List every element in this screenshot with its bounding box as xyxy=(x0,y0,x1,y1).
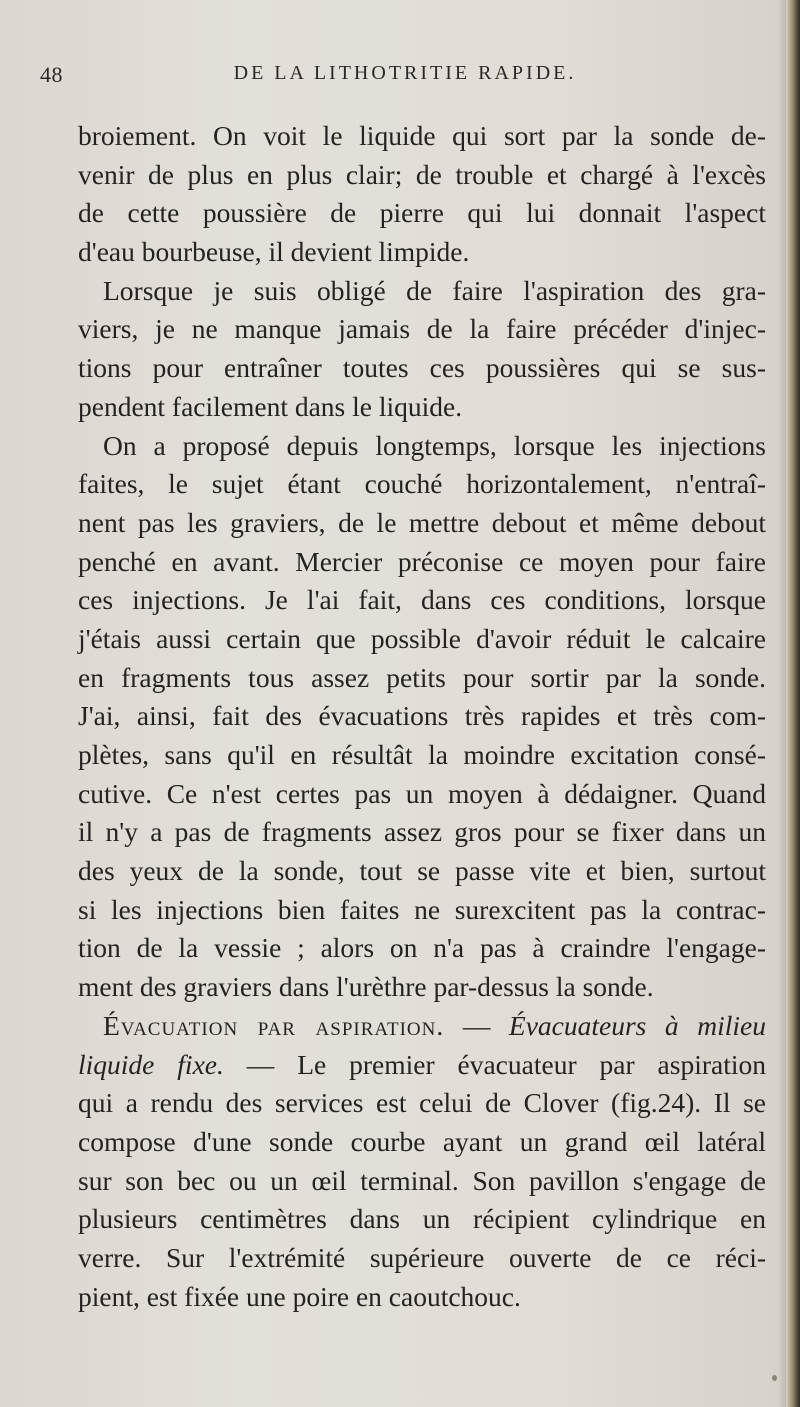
text-line: pient, est fixée une poire en caoutchouc. xyxy=(78,1280,521,1312)
text-line: sur son bec ou un œil terminal. Son pavillon s'engage de xyxy=(78,1164,766,1196)
text-line: qui a rendu des services est celui de Clover (fig.24). Il se xyxy=(78,1087,766,1119)
text-line: viers, je ne manque jamais de la faire précéder d'injec- xyxy=(78,313,766,345)
subheading: Évacuateurs à milieu xyxy=(508,1009,766,1041)
text-line: cutive. Ce n'est certes pas un moyen à dédaigner. Quand xyxy=(78,777,766,809)
text-line: ces injections. Je l'ai fait, dans ces conditions, lorsque xyxy=(78,584,766,616)
ink-speck xyxy=(772,1375,777,1381)
text-line: compose d'une sonde courbe ayant un grand œil latéral xyxy=(78,1125,766,1157)
running-title: DE LA LITHOTRITIE RAPIDE. xyxy=(233,62,577,84)
text-line: faites, le sujet étant couché horizontalement, n'entraî- xyxy=(78,468,766,500)
text-line: pendent facilement dans le liquide. xyxy=(78,390,463,422)
section-heading-line xyxy=(78,1046,766,1085)
text-line: plètes, sans qu'il en résultât la moindre excitation consé- xyxy=(78,739,766,770)
text-line: ment des graviers dans l'urèthre par-dessus la sonde. xyxy=(78,971,654,1003)
text-line: venir de plus en plus clair; de trouble et chargé à l'excès xyxy=(78,158,766,190)
text-line: penché en avant. Mercier préconise ce moyen pour faire xyxy=(78,545,766,577)
text-line: en fragments tous assez petits pour sortir par la sonde. xyxy=(78,661,766,693)
text-line: Lorsque je suis obligé de faire l'aspiration des gra- xyxy=(103,274,766,306)
text-line: si les injections bien faites ne surexcitent pas la contrac- xyxy=(78,893,766,925)
subheading-continued: liquide fixe. xyxy=(78,1048,224,1080)
page-number: 48 xyxy=(40,62,63,87)
text-line: tion de la vessie ; alors on n'a pas à craindre l'engage- xyxy=(78,932,766,964)
text-line: d'eau bourbeuse, il devient limpide. xyxy=(78,236,470,268)
em-dash: — xyxy=(444,1009,509,1041)
text-line: de cette poussière de pierre qui lui donnait l'aspect xyxy=(78,197,766,229)
body-text xyxy=(78,117,766,1316)
text-line: broiement. On voit le liquide qui sort par la sonde de- xyxy=(78,120,766,151)
text-line: il n'y a pas de fragments assez gros pour se fixer dans un xyxy=(78,816,766,848)
text-line: tions pour entraîner toutes ces poussières qui se sus- xyxy=(78,352,766,384)
text-line: j'étais aussi certain que possible d'avoir réduit le calcaire xyxy=(78,622,766,654)
text-line: On a proposé depuis longtemps, lorsque les injections xyxy=(103,429,766,461)
text-line: verre. Sur l'extrémité supérieure ouverte de ce réci- xyxy=(78,1241,766,1273)
running-head xyxy=(40,62,770,92)
text-line: plusieurs centimètres dans un récipient cylindrique en xyxy=(78,1203,766,1235)
text-line: nent pas les graviers, de le mettre debout et même debout xyxy=(78,506,766,538)
text-line: des yeux de la sonde, tout se passe vite et bien, surtout xyxy=(78,855,766,887)
section-heading: Évacuation par aspiration. xyxy=(103,1009,445,1041)
em-dash: — xyxy=(223,1048,298,1080)
text-line: J'ai, ainsi, fait des évacuations très rapides et très com- xyxy=(78,700,766,732)
paragraph-start: Le premier évacuateur par aspiration xyxy=(297,1048,766,1080)
page-edge xyxy=(786,0,800,1407)
page-shadow xyxy=(778,0,786,1407)
section-heading-line xyxy=(78,1007,766,1046)
